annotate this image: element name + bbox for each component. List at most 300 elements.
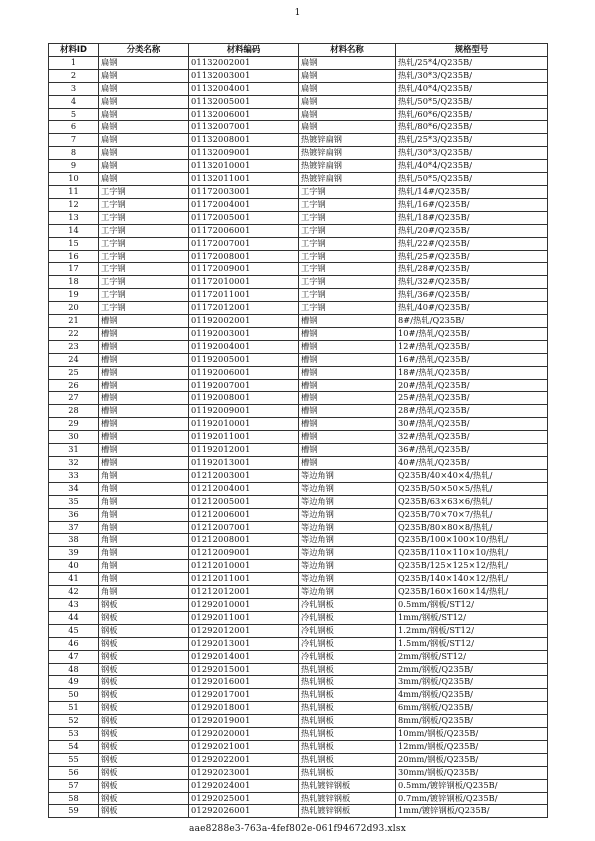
cell-material-name: 冷轧钢板 (299, 598, 396, 611)
cell-category-name: 角钢 (99, 586, 189, 599)
cell-specification: 热轧/25#/Q235B/ (396, 250, 548, 263)
cell-material-id: 2 (49, 69, 99, 82)
cell-material-name: 槽钢 (299, 418, 396, 431)
cell-material-name: 工字钢 (299, 224, 396, 237)
cell-material-name: 热镀锌扁钢 (299, 147, 396, 160)
cell-category-name: 角钢 (99, 560, 189, 573)
cell-category-name: 钢板 (99, 624, 189, 637)
cell-material-name: 槽钢 (299, 353, 396, 366)
cell-category-name: 角钢 (99, 482, 189, 495)
cell-category-name: 扁钢 (99, 147, 189, 160)
cell-material-code: 01132009001 (189, 147, 299, 160)
table-row (49, 702, 548, 715)
cell-material-code: 01292015001 (189, 663, 299, 676)
cell-category-name: 钢板 (99, 689, 189, 702)
table-row (49, 753, 548, 766)
cell-material-name: 热镀锌扁钢 (299, 160, 396, 173)
cell-specification: 36#/热轧/Q235B/ (396, 444, 548, 457)
cell-material-id: 26 (49, 379, 99, 392)
cell-material-id: 44 (49, 611, 99, 624)
table-row (49, 211, 548, 224)
cell-material-id: 18 (49, 276, 99, 289)
cell-material-id: 28 (49, 405, 99, 418)
table-row (49, 482, 548, 495)
cell-material-code: 01292018001 (189, 702, 299, 715)
cell-material-id: 55 (49, 753, 99, 766)
cell-category-name: 扁钢 (99, 56, 189, 69)
cell-material-code: 01292025001 (189, 792, 299, 805)
cell-material-code: 01192006001 (189, 366, 299, 379)
cell-category-name: 角钢 (99, 534, 189, 547)
cell-material-code: 01132010001 (189, 160, 299, 173)
cell-specification: 热轧/50*5/Q235B/ (396, 173, 548, 186)
table-row (49, 521, 548, 534)
cell-category-name: 工字钢 (99, 263, 189, 276)
table-row (49, 792, 548, 805)
cell-material-code: 01132011001 (189, 173, 299, 186)
table-row (49, 728, 548, 741)
cell-material-code: 01192011001 (189, 431, 299, 444)
cell-specification: 热轧/16#/Q235B/ (396, 198, 548, 211)
cell-material-name: 热轧钢板 (299, 689, 396, 702)
cell-category-name: 槽钢 (99, 353, 189, 366)
cell-material-id: 29 (49, 418, 99, 431)
cell-material-code: 01292013001 (189, 637, 299, 650)
cell-material-code: 01192010001 (189, 418, 299, 431)
cell-material-code: 01212011001 (189, 573, 299, 586)
cell-material-code: 01172006001 (189, 224, 299, 237)
cell-material-code: 01132006001 (189, 108, 299, 121)
cell-material-name: 槽钢 (299, 392, 396, 405)
cell-material-code: 01192007001 (189, 379, 299, 392)
header-material-code: 材料编码 (189, 44, 299, 57)
cell-material-id: 40 (49, 560, 99, 573)
cell-specification: Q235B/160×160×14/热轧/ (396, 586, 548, 599)
table-body (49, 56, 548, 817)
table-row (49, 276, 548, 289)
cell-specification: 热轧/14#/Q235B/ (396, 185, 548, 198)
table-row (49, 573, 548, 586)
cell-specification: Q235B/70×70×7/热轧/ (396, 508, 548, 521)
cell-material-id: 49 (49, 676, 99, 689)
table-row (49, 624, 548, 637)
cell-material-id: 34 (49, 482, 99, 495)
cell-material-code: 01292014001 (189, 650, 299, 663)
cell-specification: 热轧/25*3/Q235B/ (396, 134, 548, 147)
cell-material-id: 3 (49, 82, 99, 95)
footer-filename: aae8288e3-763a-4fef802e-061f94672d93.xlsx (189, 824, 406, 834)
cell-category-name: 工字钢 (99, 289, 189, 302)
cell-material-id: 33 (49, 469, 99, 482)
cell-material-id: 5 (49, 108, 99, 121)
cell-material-id: 12 (49, 198, 99, 211)
cell-category-name: 槽钢 (99, 431, 189, 444)
cell-specification: 4mm/钢板/Q235B/ (396, 689, 548, 702)
cell-material-name: 扁钢 (299, 121, 396, 134)
cell-category-name: 钢板 (99, 663, 189, 676)
cell-material-code: 01172004001 (189, 198, 299, 211)
cell-material-name: 等边角钢 (299, 573, 396, 586)
cell-specification: 0.7mm/镀锌钢板/Q235B/ (396, 792, 548, 805)
cell-category-name: 工字钢 (99, 302, 189, 315)
cell-material-code: 01212012001 (189, 586, 299, 599)
cell-material-name: 工字钢 (299, 250, 396, 263)
cell-material-id: 36 (49, 508, 99, 521)
cell-specification: Q235B/110×110×10/热轧/ (396, 547, 548, 560)
cell-category-name: 角钢 (99, 521, 189, 534)
cell-material-code: 01192009001 (189, 405, 299, 418)
table-row (49, 56, 548, 69)
cell-material-name: 热轧钢板 (299, 728, 396, 741)
header-specification: 规格型号 (396, 44, 548, 57)
table-row (49, 508, 548, 521)
cell-specification: 热轧/22#/Q235B/ (396, 237, 548, 250)
cell-material-name: 槽钢 (299, 315, 396, 328)
cell-specification: 热轧/18#/Q235B/ (396, 211, 548, 224)
cell-category-name: 钢板 (99, 715, 189, 728)
table-row (49, 676, 548, 689)
cell-specification: 2mm/钢板/Q235B/ (396, 663, 548, 676)
header-row (49, 44, 548, 57)
cell-material-name: 工字钢 (299, 302, 396, 315)
cell-material-code: 01172007001 (189, 237, 299, 250)
cell-material-id: 38 (49, 534, 99, 547)
cell-material-code: 01132003001 (189, 69, 299, 82)
cell-material-code: 01292021001 (189, 740, 299, 753)
cell-material-id: 6 (49, 121, 99, 134)
cell-material-id: 9 (49, 160, 99, 173)
cell-category-name: 钢板 (99, 740, 189, 753)
cell-material-code: 01212004001 (189, 482, 299, 495)
cell-category-name: 工字钢 (99, 237, 189, 250)
cell-material-id: 1 (49, 56, 99, 69)
cell-specification: Q235B/100×100×10/热轧/ (396, 534, 548, 547)
cell-material-id: 11 (49, 185, 99, 198)
table-row (49, 418, 548, 431)
cell-specification: 0.5mm/钢板/ST12/ (396, 598, 548, 611)
cell-category-name: 钢板 (99, 611, 189, 624)
cell-material-code: 01292023001 (189, 766, 299, 779)
cell-specification: 0.5mm/镀锌钢板/Q235B/ (396, 779, 548, 792)
cell-material-code: 01192003001 (189, 327, 299, 340)
cell-category-name: 工字钢 (99, 276, 189, 289)
cell-material-name: 槽钢 (299, 327, 396, 340)
cell-category-name: 槽钢 (99, 366, 189, 379)
cell-material-id: 31 (49, 444, 99, 457)
materials-table (48, 43, 548, 818)
cell-material-code: 01212003001 (189, 469, 299, 482)
table-row (49, 740, 548, 753)
cell-category-name: 扁钢 (99, 121, 189, 134)
table-row (49, 534, 548, 547)
cell-material-name: 扁钢 (299, 69, 396, 82)
cell-specification: 40#/热轧/Q235B/ (396, 457, 548, 470)
cell-material-code: 01292017001 (189, 689, 299, 702)
cell-category-name: 工字钢 (99, 211, 189, 224)
cell-material-id: 35 (49, 495, 99, 508)
cell-specification: 20mm/钢板/Q235B/ (396, 753, 548, 766)
table-row (49, 82, 548, 95)
cell-category-name: 槽钢 (99, 457, 189, 470)
cell-category-name: 钢板 (99, 702, 189, 715)
cell-material-name: 工字钢 (299, 289, 396, 302)
cell-specification: 热轧/40*4/Q235B/ (396, 82, 548, 95)
cell-material-id: 4 (49, 95, 99, 108)
table-row (49, 315, 548, 328)
cell-material-id: 27 (49, 392, 99, 405)
cell-category-name: 槽钢 (99, 340, 189, 353)
cell-material-code: 01172008001 (189, 250, 299, 263)
cell-material-code: 01212007001 (189, 521, 299, 534)
cell-material-name: 热镀锌扁钢 (299, 134, 396, 147)
cell-material-code: 01192013001 (189, 457, 299, 470)
cell-material-code: 01172012001 (189, 302, 299, 315)
cell-specification: 热轧/40#/Q235B/ (396, 302, 548, 315)
header-material-name: 材料名称 (299, 44, 396, 57)
table-row (49, 353, 548, 366)
cell-specification: 热轧/28#/Q235B/ (396, 263, 548, 276)
table-row (49, 637, 548, 650)
cell-material-name: 热轧钢板 (299, 663, 396, 676)
table-row (49, 108, 548, 121)
cell-specification: 1mm/钢板/ST12/ (396, 611, 548, 624)
cell-material-code: 01292026001 (189, 805, 299, 818)
cell-material-name: 冷轧钢板 (299, 650, 396, 663)
cell-material-code: 01192004001 (189, 340, 299, 353)
table-row (49, 715, 548, 728)
table-row (49, 405, 548, 418)
cell-specification: Q235B/40×40×4/热轧/ (396, 469, 548, 482)
table-row (49, 69, 548, 82)
table-row (49, 444, 548, 457)
cell-material-name: 槽钢 (299, 431, 396, 444)
table-row (49, 147, 548, 160)
cell-material-name: 工字钢 (299, 185, 396, 198)
cell-material-id: 17 (49, 263, 99, 276)
cell-category-name: 钢板 (99, 676, 189, 689)
cell-specification: 12mm/钢板/Q235B/ (396, 740, 548, 753)
cell-category-name: 工字钢 (99, 250, 189, 263)
cell-material-code: 01292011001 (189, 611, 299, 624)
cell-material-code: 01292016001 (189, 676, 299, 689)
cell-material-id: 58 (49, 792, 99, 805)
cell-category-name: 扁钢 (99, 108, 189, 121)
cell-material-code: 01212009001 (189, 547, 299, 560)
cell-category-name: 角钢 (99, 573, 189, 586)
cell-specification: 热轧/80*6/Q235B/ (396, 121, 548, 134)
cell-material-name: 槽钢 (299, 366, 396, 379)
cell-material-name: 工字钢 (299, 276, 396, 289)
cell-category-name: 工字钢 (99, 185, 189, 198)
cell-material-name: 等边角钢 (299, 469, 396, 482)
cell-material-name: 工字钢 (299, 198, 396, 211)
cell-specification: 20#/热轧/Q235B/ (396, 379, 548, 392)
table-row (49, 185, 548, 198)
cell-category-name: 钢板 (99, 728, 189, 741)
cell-material-code: 01132007001 (189, 121, 299, 134)
cell-material-name: 槽钢 (299, 340, 396, 353)
cell-material-id: 25 (49, 366, 99, 379)
cell-specification: 2mm/钢板/ST12/ (396, 650, 548, 663)
table-row (49, 779, 548, 792)
cell-specification: 28#/热轧/Q235B/ (396, 405, 548, 418)
cell-material-id: 59 (49, 805, 99, 818)
cell-material-id: 53 (49, 728, 99, 741)
cell-specification: 30mm/钢板/Q235B/ (396, 766, 548, 779)
cell-material-name: 扁钢 (299, 108, 396, 121)
cell-material-name: 等边角钢 (299, 495, 396, 508)
cell-specification: 1.2mm/钢板/ST12/ (396, 624, 548, 637)
cell-specification: Q235B/63×63×6/热轧/ (396, 495, 548, 508)
cell-specification: 30#/热轧/Q235B/ (396, 418, 548, 431)
cell-specification: 热轧/36#/Q235B/ (396, 289, 548, 302)
cell-material-code: 01132002001 (189, 56, 299, 69)
cell-material-name: 热轧钢板 (299, 702, 396, 715)
cell-material-code: 01132004001 (189, 82, 299, 95)
cell-specification: 1mm/镀锌钢板/Q235B/ (396, 805, 548, 818)
cell-category-name: 槽钢 (99, 392, 189, 405)
cell-category-name: 槽钢 (99, 418, 189, 431)
table-row (49, 431, 548, 444)
cell-material-id: 8 (49, 147, 99, 160)
table-row (49, 663, 548, 676)
cell-material-id: 43 (49, 598, 99, 611)
cell-category-name: 角钢 (99, 547, 189, 560)
table-row (49, 560, 548, 573)
cell-category-name: 槽钢 (99, 379, 189, 392)
cell-material-name: 冷轧钢板 (299, 637, 396, 650)
cell-material-id: 52 (49, 715, 99, 728)
table-row (49, 379, 548, 392)
cell-material-id: 15 (49, 237, 99, 250)
cell-material-name: 热轧钢板 (299, 715, 396, 728)
cell-material-name: 热轧钢板 (299, 740, 396, 753)
cell-specification: 3mm/钢板/Q235B/ (396, 676, 548, 689)
cell-category-name: 槽钢 (99, 327, 189, 340)
cell-material-name: 等边角钢 (299, 534, 396, 547)
cell-specification: Q235B/140×140×12/热轧/ (396, 573, 548, 586)
cell-category-name: 钢板 (99, 637, 189, 650)
cell-material-id: 30 (49, 431, 99, 444)
cell-material-name: 等边角钢 (299, 521, 396, 534)
cell-specification: 1.5mm/钢板/ST12/ (396, 637, 548, 650)
cell-category-name: 扁钢 (99, 69, 189, 82)
cell-specification: 热轧/40*4/Q235B/ (396, 160, 548, 173)
cell-material-code: 01132005001 (189, 95, 299, 108)
cell-material-name: 等边角钢 (299, 547, 396, 560)
cell-specification: 8#/热轧/Q235B/ (396, 315, 548, 328)
cell-material-id: 39 (49, 547, 99, 560)
cell-material-id: 16 (49, 250, 99, 263)
cell-material-code: 01172003001 (189, 185, 299, 198)
table-row (49, 392, 548, 405)
header-category-name: 分类名称 (99, 44, 189, 57)
cell-material-id: 54 (49, 740, 99, 753)
cell-category-name: 扁钢 (99, 160, 189, 173)
cell-material-code: 01292019001 (189, 715, 299, 728)
cell-material-code: 01132008001 (189, 134, 299, 147)
table-row (49, 340, 548, 353)
cell-specification: 10#/热轧/Q235B/ (396, 327, 548, 340)
cell-category-name: 扁钢 (99, 95, 189, 108)
cell-category-name: 扁钢 (99, 173, 189, 186)
cell-category-name: 工字钢 (99, 198, 189, 211)
table-row (49, 121, 548, 134)
cell-category-name: 扁钢 (99, 82, 189, 95)
cell-material-id: 46 (49, 637, 99, 650)
cell-material-name: 热轧镀锌钢板 (299, 779, 396, 792)
table-row (49, 263, 548, 276)
cell-category-name: 角钢 (99, 495, 189, 508)
cell-material-id: 41 (49, 573, 99, 586)
cell-material-code: 01212008001 (189, 534, 299, 547)
cell-material-name: 槽钢 (299, 444, 396, 457)
cell-specification: 热轧/25*4/Q235B/ (396, 56, 548, 69)
cell-specification: 6mm/钢板/Q235B/ (396, 702, 548, 715)
cell-material-name: 扁钢 (299, 95, 396, 108)
cell-material-id: 48 (49, 663, 99, 676)
table-row (49, 457, 548, 470)
cell-material-code: 01292020001 (189, 728, 299, 741)
cell-material-id: 24 (49, 353, 99, 366)
table-row (49, 689, 548, 702)
header-material-id: 材料ID (49, 44, 99, 57)
cell-specification: Q235B/50×50×5/热轧/ (396, 482, 548, 495)
table-row (49, 160, 548, 173)
table-row (49, 650, 548, 663)
cell-specification: 16#/热轧/Q235B/ (396, 353, 548, 366)
cell-material-id: 20 (49, 302, 99, 315)
cell-category-name: 槽钢 (99, 444, 189, 457)
cell-material-code: 01212010001 (189, 560, 299, 573)
table-row (49, 302, 548, 315)
cell-material-code: 01172009001 (189, 263, 299, 276)
cell-specification: 热轧/30*3/Q235B/ (396, 147, 548, 160)
table-row (49, 766, 548, 779)
cell-category-name: 扁钢 (99, 134, 189, 147)
cell-category-name: 角钢 (99, 508, 189, 521)
table-row (49, 598, 548, 611)
table-header (49, 44, 548, 57)
cell-specification: 热轧/50*5/Q235B/ (396, 95, 548, 108)
table-row (49, 95, 548, 108)
table-row (49, 327, 548, 340)
cell-material-name: 工字钢 (299, 237, 396, 250)
cell-material-id: 42 (49, 586, 99, 599)
cell-category-name: 钢板 (99, 766, 189, 779)
cell-specification: 热轧/20#/Q235B/ (396, 224, 548, 237)
cell-specification: 8mm/钢板/Q235B/ (396, 715, 548, 728)
cell-material-name: 等边角钢 (299, 482, 396, 495)
cell-material-id: 32 (49, 457, 99, 470)
cell-material-code: 01192012001 (189, 444, 299, 457)
table-row (49, 586, 548, 599)
cell-material-id: 45 (49, 624, 99, 637)
cell-material-code: 01192002001 (189, 315, 299, 328)
table-row (49, 469, 548, 482)
cell-material-code: 01292024001 (189, 779, 299, 792)
cell-specification: 10mm/钢板/Q235B/ (396, 728, 548, 741)
cell-material-name: 冷轧钢板 (299, 624, 396, 637)
cell-material-name: 等边角钢 (299, 586, 396, 599)
cell-material-code: 01292022001 (189, 753, 299, 766)
page-number: 1 (294, 8, 301, 18)
cell-material-id: 23 (49, 340, 99, 353)
cell-material-name: 热镀锌扁钢 (299, 173, 396, 186)
cell-material-name: 热轧钢板 (299, 676, 396, 689)
cell-category-name: 钢板 (99, 650, 189, 663)
cell-category-name: 工字钢 (99, 224, 189, 237)
